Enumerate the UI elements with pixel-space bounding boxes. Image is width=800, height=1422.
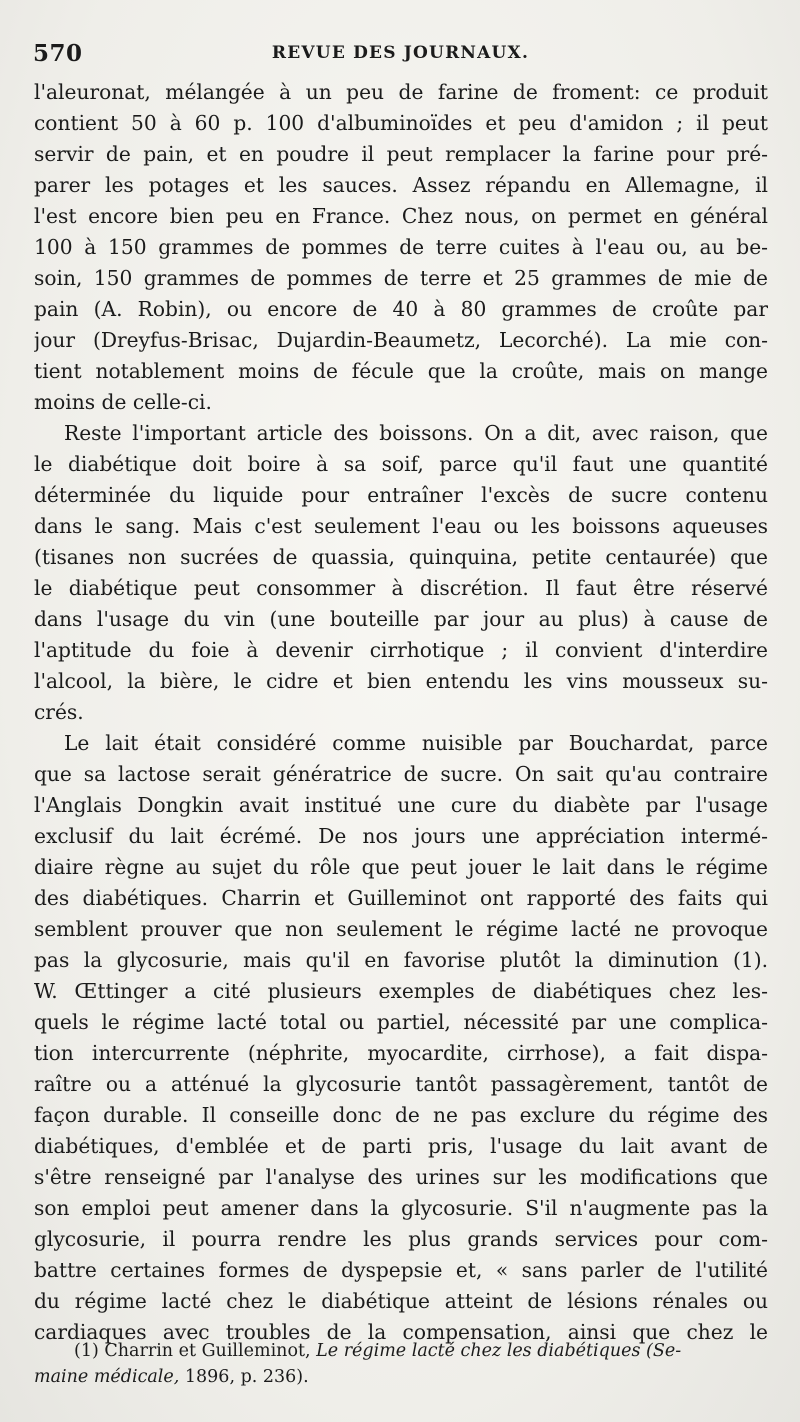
text-line: quels le régime lacté total ou partiel, nécessité par une complica- xyxy=(34,1010,768,1034)
text-line: dans le sang. Mais c'est seulement l'eau ou les boissons aqueuses xyxy=(34,514,768,538)
text-line: s'être renseigné par l'analyse des urines sur les modifications que xyxy=(34,1165,768,1189)
text-line: que sa lactose serait génératrice de sucre. On sait qu'au contraire xyxy=(34,762,768,786)
text-line: raître ou a atténué la glycosurie tantôt passagèrement, tantôt de xyxy=(34,1072,768,1096)
paragraph-3 xyxy=(34,728,768,1348)
body-text xyxy=(34,77,768,1348)
text-line: le diabétique peut consommer à discrétion. Il faut être réservé xyxy=(34,576,768,600)
text-line: contient 50 à 60 p. 100 d'albuminoïdes et peu d'amidon ; il peut xyxy=(34,111,768,135)
text-line: parer les potages et les sauces. Assez répandu en Allemagne, il xyxy=(34,173,768,197)
text-line: l'alcool, la bière, le cidre et bien entendu les vins mousseux su- xyxy=(34,669,768,693)
text-line: servir de pain, et en poudre il peut remplacer la farine pour pré- xyxy=(34,142,768,166)
text-line: déterminée du liquide pour entraîner l'excès de sucre contenu xyxy=(34,483,768,507)
text-line: pain (A. Robin), ou encore de 40 à 80 grammes de croûte par xyxy=(34,297,768,321)
text-line: Reste l'important article des boissons. On a dit, avec raison, que xyxy=(64,421,768,445)
text-line: cardiaques avec troubles de la compensation, ainsi que chez le xyxy=(34,1320,768,1344)
running-head: REVUE DES JOURNAUX. xyxy=(271,43,530,63)
text-line: exclusif du lait écrémé. De nos jours une appréciation intermé- xyxy=(34,824,768,848)
text-line: le diabétique doit boire à sa soif, parce qu'il faut une quantité xyxy=(34,452,768,476)
text-line: glycosurie, il pourra rendre les plus grands services pour com- xyxy=(34,1227,768,1251)
text-line: diabétiques, d'emblée et de parti pris, l'usage du lait avant de xyxy=(34,1134,768,1158)
text-line: tion intercurrente (néphrite, myocardite, cirrhose), a fait dispa- xyxy=(34,1041,768,1065)
page-number: 570 xyxy=(33,40,83,67)
footnote-title: Le régime lacté chez les diabétiques (Se- xyxy=(316,1341,682,1361)
text-line: dans l'usage du vin (une bouteille par jour au plus) à cause de xyxy=(34,607,768,631)
text-line: l'est encore bien peu en France. Chez nous, on permet en général xyxy=(34,204,768,228)
text-line: moins de celle-ci. xyxy=(34,390,212,414)
text-line: crés. xyxy=(34,700,84,724)
text-line: battre certaines formes de dyspepsie et, « sans parler de l'utilité xyxy=(34,1258,768,1282)
text-line: jour (Dreyfus-Brisac, Dujardin-Beaumetz, Lecorché). La mie con- xyxy=(34,328,768,352)
text-line: tient notablement moins de fécule que la croûte, mais on mange xyxy=(34,359,768,383)
paragraph-2 xyxy=(34,418,768,728)
footnote-journal: maine médicale, xyxy=(34,1367,180,1387)
footnote-marker: (1) xyxy=(74,1341,99,1361)
text-line: l'aleuronat, mélangée à un peu de farine de froment: ce produit xyxy=(34,80,768,104)
text-line: l'Anglais Dongkin avait institué une cure du diabète par l'usage xyxy=(34,793,768,817)
text-line: l'aptitude du foie à devenir cirrhotique ; il convient d'interdire xyxy=(34,638,768,662)
text-line: soin, 150 grammes de pommes de terre et 25 grammes de mie de xyxy=(34,266,768,290)
footnote-line xyxy=(34,1338,768,1364)
text-line: du régime lacté chez le diabétique atteint de lésions rénales ou xyxy=(34,1289,768,1313)
text-line: des diabétiques. Charrin et Guilleminot ont rapporté des faits qui xyxy=(34,886,768,910)
text-line: (tisanes non sucrées de quassia, quinquina, petite centaurée) que xyxy=(34,545,768,569)
footnote xyxy=(34,1338,768,1390)
page-header xyxy=(33,40,768,70)
text-line: semblent prouver que non seulement le régime lacté ne provoque xyxy=(34,917,768,941)
footnote-rest: 1896, p. 236). xyxy=(184,1367,309,1387)
text-line: Le lait était considéré comme nuisible par Bouchardat, parce xyxy=(64,731,768,755)
text-line: pas la glycosurie, mais qu'il en favorise plutôt la diminution (1). xyxy=(34,948,768,972)
text-line: 100 à 150 grammes de pommes de terre cuites à l'eau ou, au be- xyxy=(34,235,768,259)
paragraph-1 xyxy=(34,77,768,418)
text-line: son emploi peut amener dans la glycosurie. S'il n'augmente pas la xyxy=(34,1196,768,1220)
text-line: façon durable. Il conseille donc de ne pas exclure du régime des xyxy=(34,1103,768,1127)
text-line: W. Œttinger a cité plusieurs exemples de diabétiques chez les- xyxy=(34,979,768,1003)
text-line: diaire règne au sujet du rôle que peut jouer le lait dans le régime xyxy=(34,855,768,879)
footnote-authors: Charrin et Guilleminot, xyxy=(104,1341,311,1361)
footnote-line xyxy=(34,1364,768,1390)
